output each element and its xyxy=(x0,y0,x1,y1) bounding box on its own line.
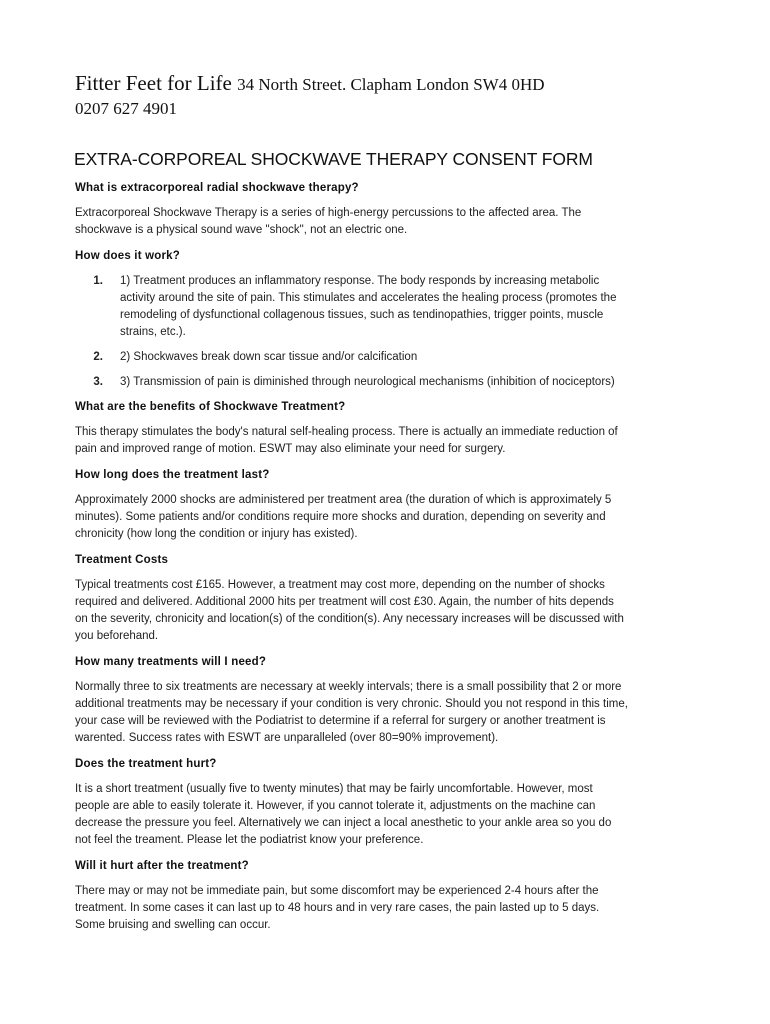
body-line: decrease the pressure you feel. Alternatively we can inject a local anesthetic to your ankle area so you do xyxy=(75,817,612,829)
section-body-after xyxy=(75,883,695,934)
body-line: It is a short treatment (usually five to twenty minutes) that may be fairly uncomfortable. However, most xyxy=(75,783,593,795)
section-body-benefits xyxy=(75,424,695,458)
body-line: Normally three to six treatments are necessary at weekly intervals; there is a small possibility that 2 or more xyxy=(75,681,622,693)
body-line: people are able to easily tolerate it. However, if you cannot tolerate it, adjustments on the machine can xyxy=(75,800,596,812)
list-item xyxy=(75,273,695,341)
section-heading-benefits: What are the benefits of Shockwave Treatment? xyxy=(75,401,346,413)
body-line: chronicity (how long the condition or injury has existed). xyxy=(75,528,358,540)
body-line: Some bruising and swelling can occur. xyxy=(75,919,271,931)
body-line: There may or may not be immediate pain, but some discomfort may be experienced 2-4 hours after the xyxy=(75,885,599,897)
list-text xyxy=(120,273,616,341)
body-line: Extracorporeal Shockwave Therapy is a series of high-energy percussions to the affected area. The xyxy=(75,207,582,219)
practice-phone: 0207 627 4901 xyxy=(75,99,177,118)
section-body-how-many xyxy=(75,679,695,747)
list-number: 2. xyxy=(93,351,103,363)
section-heading-duration: How long does the treatment last? xyxy=(75,469,270,481)
section-heading-how-many: How many treatments will I need? xyxy=(75,656,267,668)
practice-name: Fitter Feet for Life xyxy=(75,71,232,95)
section-heading-what-is: What is extracorporeal radial shockwave therapy? xyxy=(75,182,359,194)
section-body-costs xyxy=(75,577,695,645)
list-number: 3. xyxy=(93,376,103,388)
body-line: This therapy stimulates the body's natural self-healing process. There is actually an immediate reduction of xyxy=(75,426,618,438)
body-line: treatment. In some cases it can last up to 48 hours and in very rare cases, the pain lasted up to 5 days. xyxy=(75,902,600,914)
section-heading-hurt: Does the treatment hurt? xyxy=(75,758,217,770)
body-line: shockwave is a physical sound wave "shock", not an electric one. xyxy=(75,224,408,236)
body-line: minutes). Some patients and/or conditions require more shocks and duration, depending on severity and xyxy=(75,511,606,523)
list-text xyxy=(120,349,417,366)
section-body-what-is xyxy=(75,205,695,239)
mechanism-list xyxy=(75,273,695,391)
section-heading-after: Will it hurt after the treatment? xyxy=(75,860,249,872)
body-line: you beforehand. xyxy=(75,630,159,642)
section-heading-how-works: How does it work? xyxy=(75,250,180,262)
letterhead xyxy=(75,70,715,120)
form-content xyxy=(75,180,695,943)
list-item xyxy=(75,349,695,366)
body-line: 1) Treatment produces an inflammatory response. The body responds by increasing metabolic xyxy=(120,275,600,287)
body-line: remodeling of dysfunctional collagenous tissues, such as tendinopathies, trigger points, muscle xyxy=(120,309,604,321)
body-line: additional treatments may be necessary if your condition is very chronic. Should you not respond in this time, xyxy=(75,698,628,710)
body-line: 3) Transmission of pain is diminished through neurological mechanisms (inhibition of nociceptors) xyxy=(120,376,615,388)
list-text xyxy=(120,374,615,391)
section-body-duration xyxy=(75,492,695,543)
body-line: pain and improved range of motion. ESWT may also eliminate your need for surgery. xyxy=(75,443,506,455)
body-line: Typical treatments cost £165. However, a treatment may cost more, depending on the number of shocks xyxy=(75,579,605,591)
form-title: EXTRA-CORPOREAL SHOCKWAVE THERAPY CONSENT FORM xyxy=(74,149,593,169)
body-line: activity around the site of pain. This stimulates and accelerates the healing process (promotes the xyxy=(120,292,617,304)
brand-line xyxy=(75,70,715,98)
practice-address: 34 North Street. Clapham London SW4 0HD xyxy=(237,75,545,94)
body-line: your case will be reviewed with the Podiatrist to determine if a referral for surgery or another treatment is xyxy=(75,715,606,727)
body-line: on the severity, chronicity and location(s) of the condition(s). Any necessary increases will be discussed with xyxy=(75,613,624,625)
section-body-hurt xyxy=(75,781,695,849)
list-item xyxy=(75,374,695,391)
body-line: strains, etc.). xyxy=(120,326,186,338)
section-heading-costs: Treatment Costs xyxy=(75,554,169,566)
body-line: 2) Shockwaves break down scar tissue and/or calcification xyxy=(120,351,418,363)
body-line: required and delivered. Additional 2000 hits per treatment will cost £30. Again, the number of hits depends xyxy=(75,596,614,608)
body-line: not feel the treament. Please let the podiatrist know your preference. xyxy=(75,834,424,846)
body-line: warented. Success rates with ESWT are unparalleled (over 80=90% improvement). xyxy=(75,732,499,744)
list-number: 1. xyxy=(93,275,103,287)
body-line: Approximately 2000 shocks are administered per treatment area (the duration of which is approximately 5 xyxy=(75,494,612,506)
